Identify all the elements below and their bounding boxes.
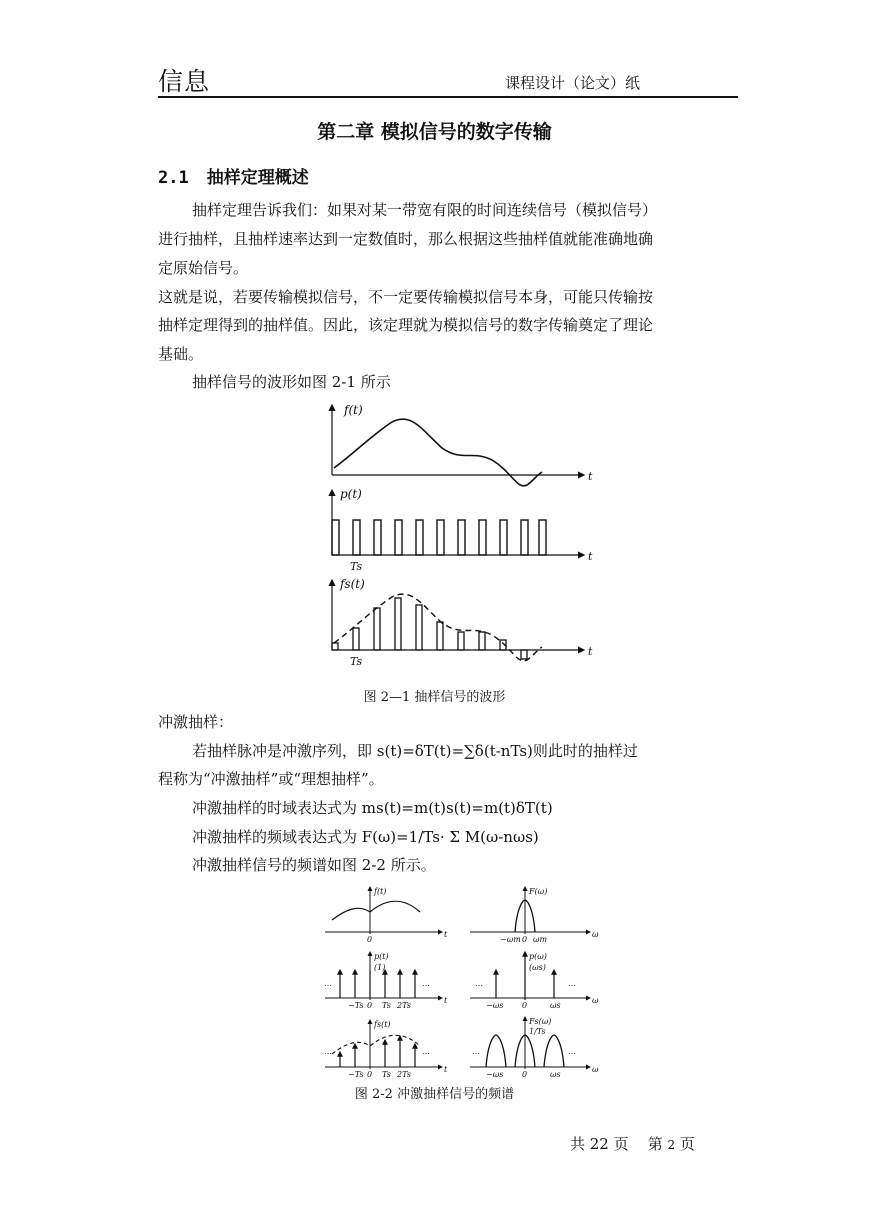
label-w: ω	[592, 1065, 599, 1074]
label-ts: Ts	[350, 560, 363, 573]
impulse-heading: 冲激抽样：	[158, 713, 234, 731]
pt-impulses	[340, 970, 415, 998]
label-zero: 0	[367, 935, 373, 944]
label-t: t	[444, 996, 448, 1005]
paragraph-line: 抽样定理得到的抽样值。因此，该定理就为模拟信号的数字传输奠定了理论	[158, 316, 654, 334]
pulse-train	[332, 520, 546, 555]
label-dots: …	[422, 1047, 430, 1056]
label-2Ts: 2Ts	[397, 1001, 411, 1010]
label-2Ts: 2Ts	[397, 1070, 411, 1079]
section-heading	[158, 163, 309, 188]
header-right-title: 课程设计（论文）纸	[505, 74, 641, 92]
figure1-caption: 图 2—1 抽样信号的波形	[363, 690, 506, 705]
paragraph-line: 若抽样脉冲是冲激序列，即 s(t)=δT(t)=∑δ(t-nTs)则此时的抽样过	[192, 742, 638, 760]
label-t: t	[588, 645, 593, 658]
footer-page-prefix: 第	[647, 1135, 663, 1153]
label-ws-amp: (ωs)	[529, 963, 546, 972]
figure-impulse-spectrum	[320, 882, 610, 1082]
label-dots: …	[472, 1047, 480, 1056]
label-w: ω	[592, 996, 599, 1005]
label-dots: …	[568, 1047, 576, 1056]
label-p: p(t)	[340, 487, 362, 501]
envelope-curve	[334, 594, 542, 661]
label-zero: 0	[522, 1001, 528, 1010]
label-t: t	[444, 1065, 448, 1074]
fst-envelope	[332, 1035, 420, 1054]
label-fs: fs(t)	[340, 577, 365, 591]
label-ft: f(t)	[374, 887, 387, 896]
page-footer	[570, 1133, 695, 1154]
label-pt: p(t)	[374, 952, 389, 961]
header-rule	[158, 96, 738, 98]
label-nTs: −Ts	[348, 1070, 364, 1079]
ft-curve	[332, 901, 420, 920]
label-dots: …	[324, 979, 332, 988]
footer-total: 共 22 页	[570, 1135, 629, 1153]
paragraph-line: 基础。	[158, 345, 204, 363]
paragraph-line: 抽样定理告诉我们：如果对某一带宽有限的时间连续信号（模拟信号）	[192, 201, 658, 219]
label-zero: 0	[367, 1001, 373, 1010]
label-Ts: Ts	[382, 1001, 391, 1010]
label-zero: 0	[522, 1070, 528, 1079]
paragraph-line: 这就是说，若要传输模拟信号，不一定要传输模拟信号本身，可能只传输按	[158, 288, 654, 306]
figure-sampling-waveform	[322, 400, 602, 672]
header-left-title: 信息	[158, 67, 211, 96]
paragraph-line: 进行抽样，且抽样速率达到一定数值时，那么根据这些抽样值就能准确地确	[158, 230, 654, 248]
label-zero: 0	[367, 1070, 373, 1079]
figure2-caption: 图 2-2 冲激抽样信号的频谱	[354, 1087, 515, 1102]
label-dots: …	[475, 979, 483, 988]
label-nTs: −Ts	[348, 1001, 364, 1010]
footer-page-suffix: 页	[679, 1135, 695, 1153]
paragraph-line: 定原始信号。	[158, 259, 249, 277]
label-fst: fs(t)	[374, 1020, 391, 1029]
label-t: t	[588, 550, 593, 563]
spectrum-intro: 冲激抽样信号的频谱如图 2-2 所示。	[192, 856, 436, 874]
chapter-title: 第二章 模拟信号的数字传输	[317, 121, 552, 143]
paragraph-line: 程称为“冲激抽样”或“理想抽样”。	[158, 770, 384, 788]
label-inv-ts: 1/Ts	[529, 1027, 546, 1036]
paragraph-line: 抽样信号的波形如图 2-1 所示	[192, 373, 391, 391]
section-title: 抽样定理概述	[206, 168, 309, 188]
label-zero: 0	[522, 935, 528, 944]
label-t: t	[444, 930, 448, 939]
label-pw: p(ω)	[529, 952, 547, 961]
label-dots: …	[568, 979, 576, 988]
label-one: (1)	[374, 963, 386, 972]
label-dots: …	[422, 979, 430, 988]
footer-page-number: 2	[667, 1138, 676, 1152]
label-wm: ωm	[533, 935, 548, 944]
label-ws: ωs	[550, 1070, 561, 1079]
label-ws: ωs	[550, 1001, 561, 1010]
label-dots: …	[324, 1047, 332, 1056]
label-wm-neg: −ωm	[500, 935, 521, 944]
label-t: t	[588, 470, 593, 483]
label-w: ω	[592, 930, 599, 939]
freq-domain-expression: 冲激抽样的频域表达式为 F(ω)=1/Ts· Σ M(ω-nωs)	[192, 828, 539, 846]
label-Fw: F(ω)	[529, 887, 548, 896]
label-Fsw: Fs(ω)	[529, 1017, 552, 1026]
time-domain-expression: 冲激抽样的时域表达式为 ms(t)=m(t)s(t)=m(t)δT(t)	[192, 799, 553, 817]
label-Ts: Ts	[382, 1070, 391, 1079]
section-number: 2.1	[158, 168, 189, 188]
label-ts: Ts	[350, 655, 363, 668]
label-ws-neg: −ωs	[486, 1001, 504, 1010]
signal-curve	[334, 419, 542, 486]
label-f: f(t)	[344, 403, 363, 417]
label-ws-neg: −ωs	[486, 1070, 504, 1079]
